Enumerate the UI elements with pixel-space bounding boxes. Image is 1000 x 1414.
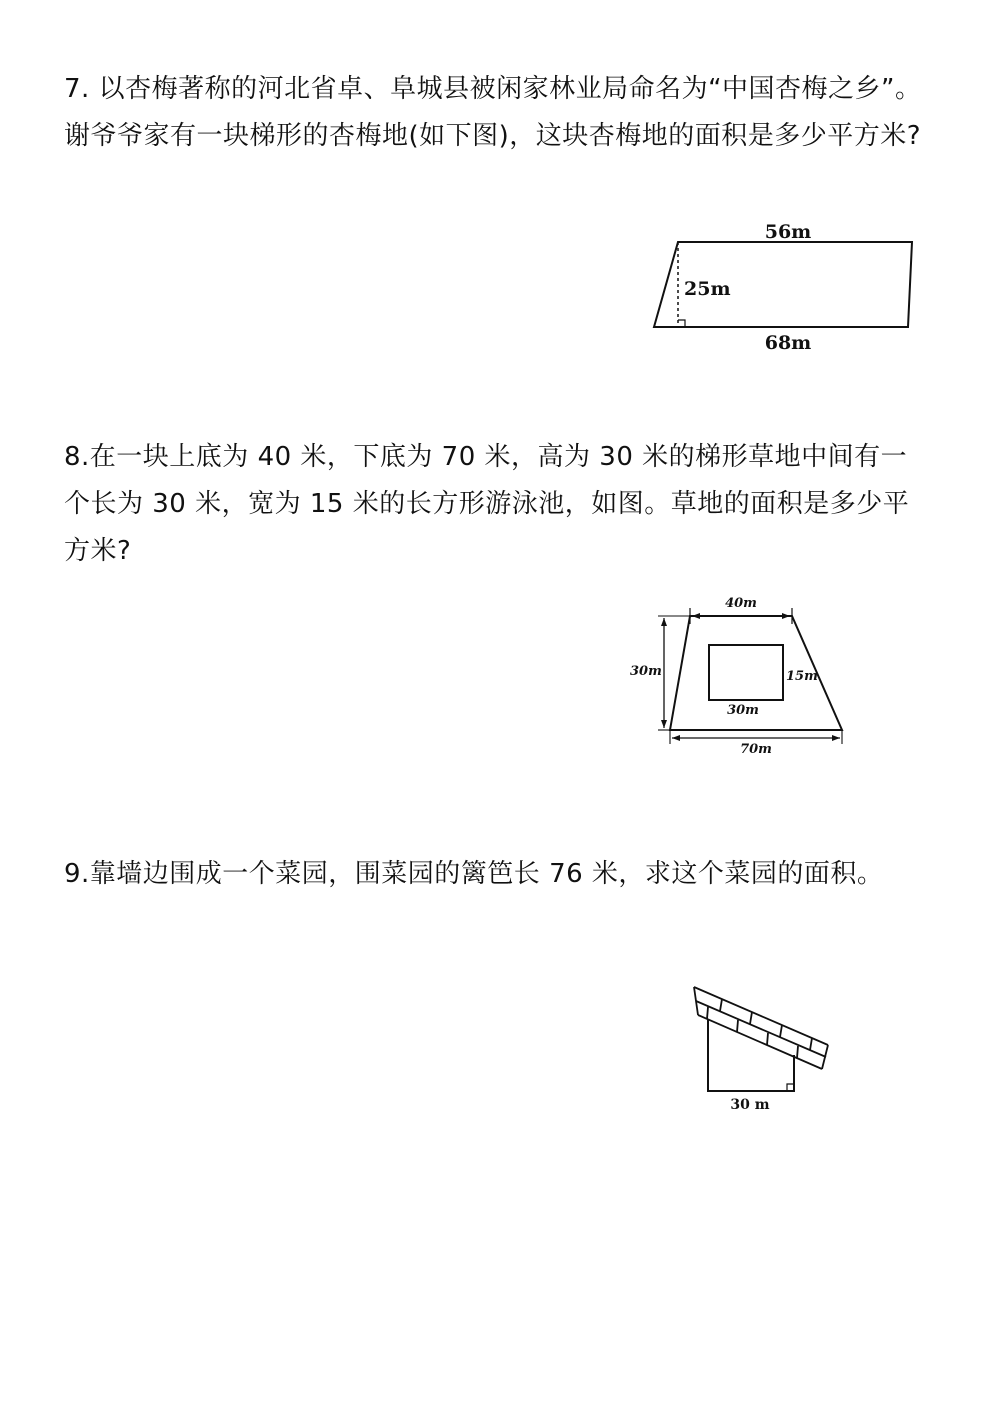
problem-8-text: 8.在一块上底为 40 米，下底为 70 米，高为 30 米的梯形草地中间有一个长为 30 米，宽为 15 米的长方形游泳池，如图。草地的面积是多少平方米? <box>64 442 910 566</box>
right-angle-mark <box>678 320 685 327</box>
height-label: 25m <box>684 278 731 300</box>
problem-9-garden-wall-figure <box>680 975 840 1124</box>
top-base-label: 56m <box>764 221 812 243</box>
pool-width-label: 30m <box>727 703 759 718</box>
problem-7-text: 7. 以杏梅著称的河北省卓、阜城县被闲家林业局命名为“中国杏梅之乡”。谢爷爷家有一块梯形的杏梅地(如下图)，这块杏梅地的面积是多少平方米? <box>64 74 922 151</box>
bottom-base-label: 68m <box>764 332 812 354</box>
problem-9-text: 9.靠墙边围成一个菜园，围菜园的篱笆长 76 米，求这个菜园的面积。 <box>64 859 884 889</box>
height-label: 30m <box>630 664 662 679</box>
top-base-label: 40m <box>725 596 757 611</box>
pool-rectangle <box>709 645 783 700</box>
right-angle-mark <box>787 1084 794 1091</box>
brick-wall <box>694 987 828 1069</box>
problem-7-trapezoid-figure <box>640 215 930 364</box>
bottom-length-label: 30 m <box>730 1097 770 1113</box>
bottom-base-label: 70m <box>740 742 772 757</box>
problem-8-trapezoid-pool-figure <box>620 590 860 764</box>
pool-height-label: 15m <box>786 669 818 684</box>
